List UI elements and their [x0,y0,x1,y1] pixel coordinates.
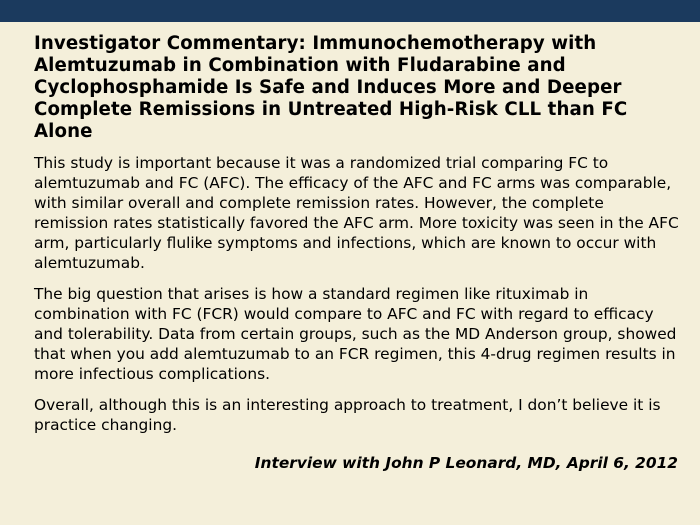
body-paragraph-2: The big question that arises is how a standard regimen like rituximab in combination with FC (FCR) would compare to AFC and FC with regard to efficacy and tolerability. Data from certain groups, such as the MD Anderson group, showed that when you add alemtuzumab to an FCR regimen, this 4-drug regimen results in more infectious complications. [34,285,677,383]
body-paragraph-3: Overall, although this is an interesting approach to treatment, I don’t believe it is practice changing. [34,396,661,434]
top-bar [0,0,700,22]
slide-title: Investigator Commentary: Immunochemotherapy with Alemtuzumab in Combination with Fludarabine and Cyclophosphamide Is Safe and Induces More and Deeper Complete Remissions in Untreated High-Risk CLL than FC Alone [34,33,628,142]
interview-credit: Interview with John P Leonard, MD, April 6, 2012 [254,454,678,472]
body-paragraph-1: This study is important because it was a randomized trial comparing FC to alemtuzumab and FC (AFC). The efficacy of the AFC and FC arms was comparable, with similar overall and complete remission rates. However, the complete remission rates statistically favored the AFC arm. More toxicity was seen in the AFC arm, particularly flulike symptoms and infections, which are known to occur with alemtuzumab. [34,154,679,272]
slide-content [34,33,682,435]
